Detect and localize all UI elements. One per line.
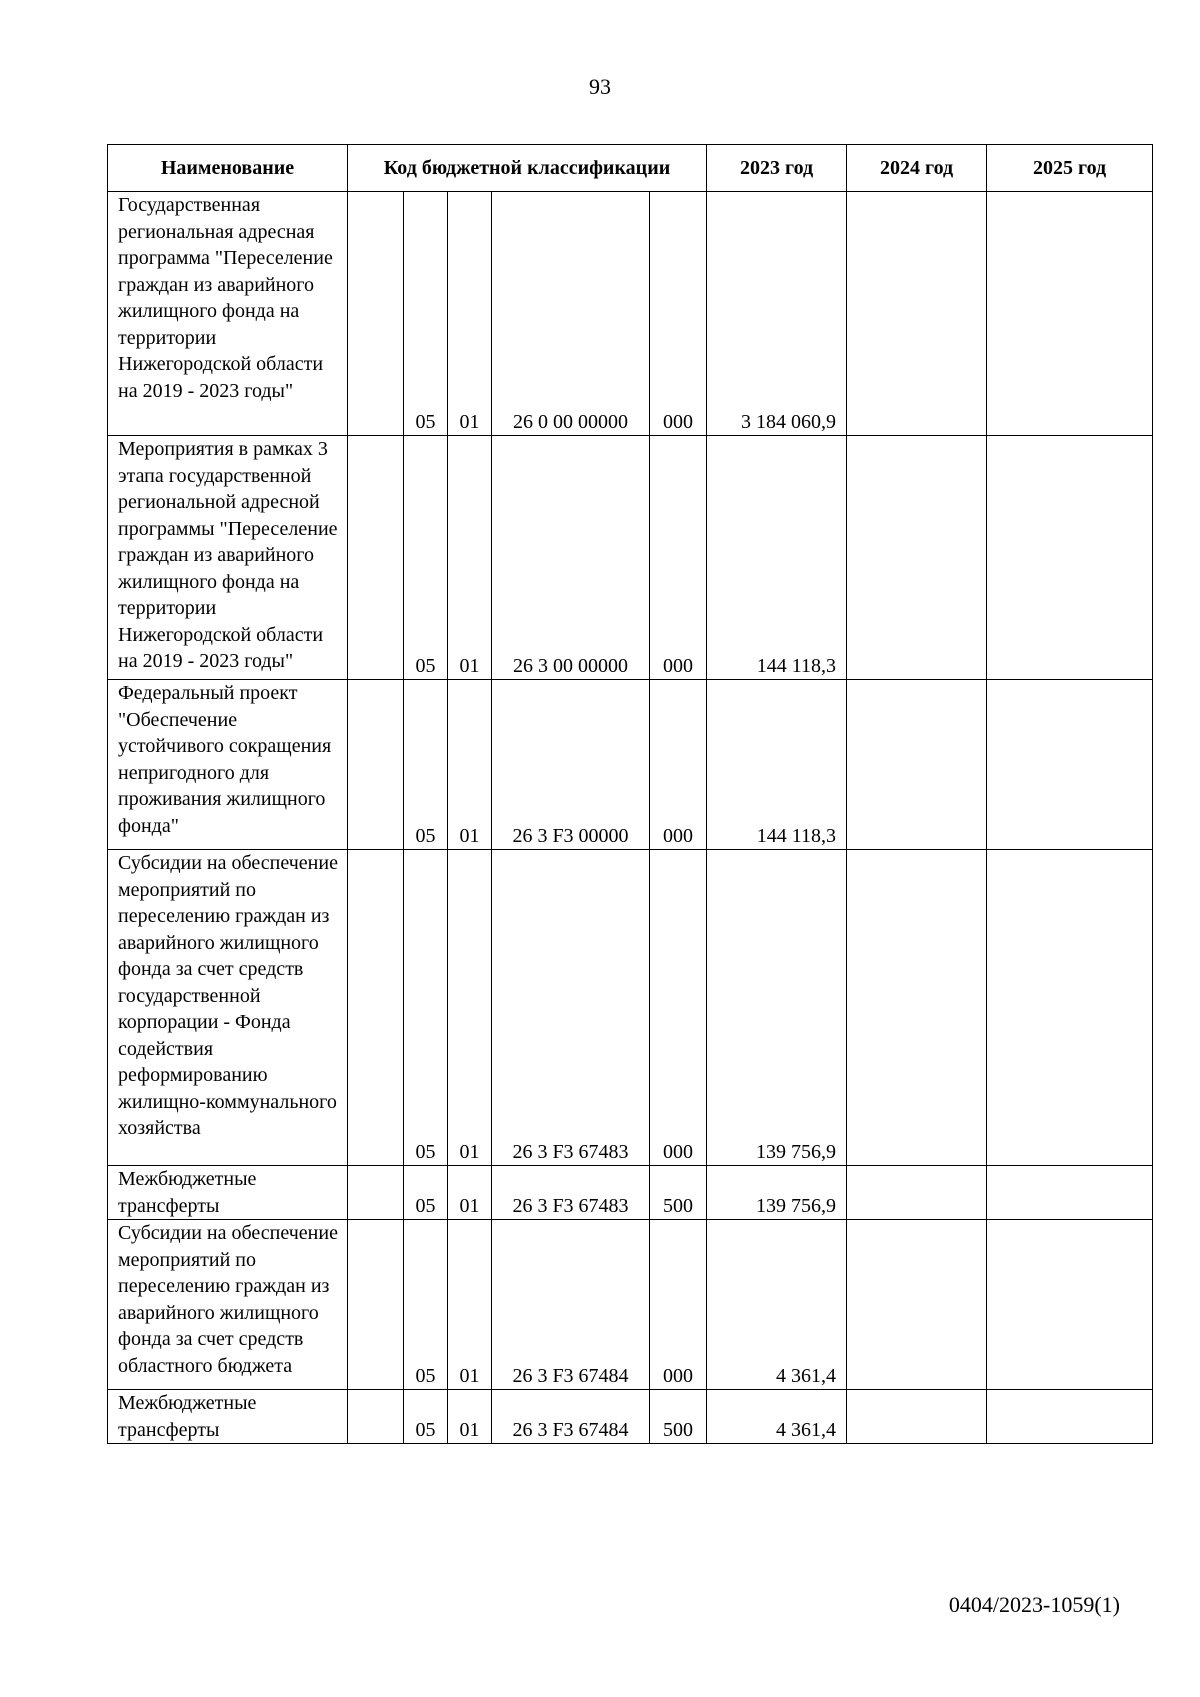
row-blank-code: [348, 436, 404, 680]
row-expense-type: 000: [650, 192, 707, 436]
row-amount-2023: 4 361,4: [707, 1390, 847, 1444]
row-amount-2025: [987, 192, 1153, 436]
row-name: Межбюджетные трансферты: [108, 1166, 348, 1220]
row-name: Межбюджетные трансферты: [108, 1390, 348, 1444]
row-amount-2025: [987, 850, 1153, 1166]
row-expense-type: 000: [650, 850, 707, 1166]
row-amount-2024: [847, 1166, 987, 1220]
table-row: [108, 436, 1153, 680]
row-name: Федеральный проект "Обеспечение устойчивого сокращения непригодного для проживания жилищного фонда": [108, 680, 348, 850]
row-target-article: 26 0 00 00000: [492, 192, 650, 436]
row-blank-code: [348, 1166, 404, 1220]
header-budget-code: Код бюджетной классификации: [348, 145, 707, 192]
row-section: 05: [404, 192, 448, 436]
row-subsection: 01: [448, 1390, 492, 1444]
row-subsection: 01: [448, 436, 492, 680]
row-amount-2023: 4 361,4: [707, 1220, 847, 1390]
row-target-article: 26 3 F3 67483: [492, 1166, 650, 1220]
header-2023: 2023 год: [707, 145, 847, 192]
row-target-article: 26 3 F3 67484: [492, 1390, 650, 1444]
row-name: Мероприятия в рамках 3 этапа государственной региональной адресной программы "Переселение граждан из аварийного жилищного фонда на территории Нижегородской области на 2019 - 2023 годы": [108, 436, 348, 680]
row-expense-type: 000: [650, 436, 707, 680]
row-section: 05: [404, 436, 448, 680]
row-amount-2025: [987, 1390, 1153, 1444]
row-blank-code: [348, 192, 404, 436]
table-row: [108, 1220, 1153, 1390]
row-name: Государственная региональная адресная программа "Переселение граждан из аварийного жилищного фонда на территории Нижегородской области на 2019 - 2023 годы": [108, 192, 348, 436]
row-amount-2024: [847, 680, 987, 850]
row-target-article: 26 3 00 00000: [492, 436, 650, 680]
table-row: [108, 680, 1153, 850]
row-name: Субсидии на обеспечение мероприятий по переселению граждан из аварийного жилищного фонда за счет средств областного бюджета: [108, 1220, 348, 1390]
row-expense-type: 000: [650, 680, 707, 850]
row-amount-2024: [847, 1390, 987, 1444]
budget-table: [107, 144, 1153, 1444]
row-target-article: 26 3 F3 67483: [492, 850, 650, 1166]
row-expense-type: 500: [650, 1390, 707, 1444]
row-blank-code: [348, 850, 404, 1166]
row-target-article: 26 3 F3 00000: [492, 680, 650, 850]
table-row: [108, 192, 1153, 436]
table-row: [108, 1166, 1153, 1220]
row-subsection: 01: [448, 850, 492, 1166]
row-amount-2025: [987, 1166, 1153, 1220]
table-header-row: [108, 145, 1153, 192]
row-amount-2024: [847, 850, 987, 1166]
row-expense-type: 500: [650, 1166, 707, 1220]
row-blank-code: [348, 1390, 404, 1444]
row-amount-2025: [987, 436, 1153, 680]
table-row: [108, 1390, 1153, 1444]
row-amount-2023: 139 756,9: [707, 850, 847, 1166]
row-expense-type: 000: [650, 1220, 707, 1390]
row-name: Субсидии на обеспечение мероприятий по переселению граждан из аварийного жилищного фонда за счет средств государственной корпорации - Фонда содействия реформированию жилищно-коммунального хозяйства: [108, 850, 348, 1166]
table-row: [108, 850, 1153, 1166]
row-section: 05: [404, 850, 448, 1166]
row-subsection: 01: [448, 1166, 492, 1220]
document-id: 0404/2023-1059(1): [948, 1592, 1120, 1617]
row-amount-2025: [987, 1220, 1153, 1390]
header-name: Наименование: [108, 145, 348, 192]
header-2024: 2024 год: [847, 145, 987, 192]
header-2025: 2025 год: [987, 145, 1153, 192]
row-section: 05: [404, 1390, 448, 1444]
row-amount-2024: [847, 436, 987, 680]
row-amount-2023: 3 184 060,9: [707, 192, 847, 436]
row-subsection: 01: [448, 680, 492, 850]
row-amount-2023: 144 118,3: [707, 680, 847, 850]
page-number: 93: [589, 74, 611, 99]
row-section: 05: [404, 1220, 448, 1390]
row-target-article: 26 3 F3 67484: [492, 1220, 650, 1390]
row-subsection: 01: [448, 192, 492, 436]
row-amount-2025: [987, 680, 1153, 850]
row-amount-2023: 139 756,9: [707, 1166, 847, 1220]
row-section: 05: [404, 680, 448, 850]
row-section: 05: [404, 1166, 448, 1220]
table-body: [108, 192, 1153, 1444]
row-blank-code: [348, 680, 404, 850]
row-blank-code: [348, 1220, 404, 1390]
row-subsection: 01: [448, 1220, 492, 1390]
row-amount-2023: 144 118,3: [707, 436, 847, 680]
row-amount-2024: [847, 1220, 987, 1390]
row-amount-2024: [847, 192, 987, 436]
